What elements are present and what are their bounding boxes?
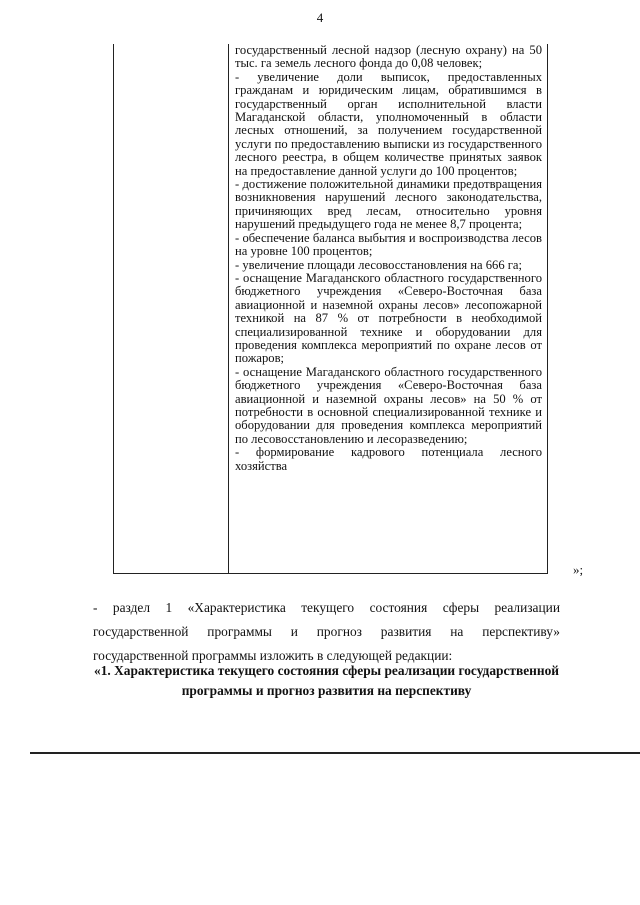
indicator-item: государственный лесной надзор (лесную охрану) на 50 тыс. га земель лесного фонда до 0,08 человек; bbox=[235, 43, 542, 71]
program-table bbox=[113, 44, 548, 574]
indicator-item: - оснащение Магаданского областного государственного бюджетного учреждения «Северо-Восточная база авиационной и наземной охраны лесов» на 50 % от потребности в основной специализированной технике и оборудовании для проведения комплекса мероприятий по лесовосстановлению и лесоразведению; bbox=[235, 364, 542, 446]
indicator-item: - достижение положительной динамики предотвращения возникновения нарушений лесного законодательства, причиняющих вред лесам, относительно уровня нарушений предыдущего года не менее 8,7 процента; bbox=[235, 177, 542, 232]
amendment-paragraph: - раздел 1 «Характеристика текущего состояния сферы реализации государственной программы и прогноз развития на перспективу» государственной программы изложить в следующей редакции: bbox=[93, 600, 560, 663]
page-number: 4 bbox=[316, 10, 324, 25]
indicator-item: - увеличение площади лесовосстановления на 666 га; bbox=[235, 257, 523, 272]
indicator-item: - обеспечение баланса выбытия и воспроизводства лесов на уровне 100 процентов; bbox=[235, 230, 542, 259]
indicator-item: - увеличение доли выписок, предоставленных гражданам и юридическим лицам, обратившимся в государственный орган исполнительной власти Магаданской области, уполномоченный в области лесных отношений, за получением государственной услуги по предоставлению выписки из государственного лесного реестра, в общем количестве принятых заявок на предоставление данной услуги до 100 процентов; bbox=[235, 69, 542, 178]
bottom-rule bbox=[30, 752, 640, 754]
table-column-divider bbox=[228, 44, 229, 573]
indicator-item: - формирование кадрового потенциала лесного хозяйства bbox=[235, 445, 542, 473]
indicator-item: - оснащение Магаданского областного государственного бюджетного учреждения «Северо-Восточная база авиационной и наземной охраны лесов» лесопожарной техникой на 87 % от потребности в необходимой специализированной технике и оборудовании для проведения комплекса мероприятий по охране лесов от пожаров; bbox=[235, 270, 542, 366]
table-indicators-cell bbox=[235, 44, 542, 473]
section-heading: «1. Характеристика текущего состояния сферы реализации государственной программы и прогноз развития на перспективу bbox=[94, 663, 559, 698]
closing-quote-mark: »; bbox=[573, 562, 584, 577]
